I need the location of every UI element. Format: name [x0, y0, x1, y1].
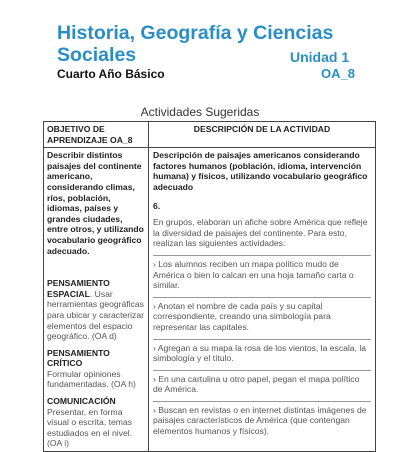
skill-title: PENSAMIENTO ESPACIAL [47, 278, 110, 299]
activity-step: › Los alumnos reciben un mapa político mudo de América o bien lo calcan en una hoja tamaño carta o similar. [153, 255, 371, 291]
skill-title: PENSAMIENTO CRÍTICO [47, 347, 110, 369]
unit-label: Unidad 1 [290, 49, 350, 65]
skill-critical [47, 348, 145, 390]
activity-step: › En una cartulina u otro papel, pegan el mapa político de América. [153, 370, 371, 395]
col-header-description: DESCRIPCIÓN DE LA ACTIVIDAD [149, 122, 376, 148]
col-header-objective: OBJETIVO DE APRENDIZAJE OA_8 [44, 122, 149, 148]
objective-text: Describir distintos paisajes del continente americano, considerando climas, ríos, población, idiomas, países y grandes ciudades, entre otros, y utilizando vocabulario geográfico adecuado. [47, 150, 144, 256]
grade-label: Cuarto Año Básico [57, 67, 165, 81]
objective-cell [44, 148, 149, 452]
description-title: Descripción de paisajes americanos considerando factores humanos (población, idioma, intervención humana) y físicos, utilizando vocabulario geográfico adecuado [153, 150, 368, 192]
activity-step: › Buscan en revistas o en internet distintas imágenes de paisajes característicos de América (que contengan elementos humanos y físicos). [153, 401, 371, 437]
oa-code: OA_8 [321, 66, 355, 81]
skill-title: COMUNICACIÓN [47, 396, 116, 407]
skill-text: Usar herramientas geográficas para ubicar y caracterizar elementos del espacio geográfico. (OA d) [47, 288, 144, 342]
activity-intro: En grupos, elaboran un afiche sobre América que refleje la diversidad de paisajes del continente. Para esto, realizan las siguientes actividades: [153, 217, 368, 249]
description-cell [149, 148, 376, 452]
subject-title: Historia, Geografía y Ciencias Sociales [57, 22, 334, 66]
table-row [44, 148, 376, 452]
activities-title: Actividades Sugeridas [140, 105, 260, 119]
activities-table [43, 121, 376, 452]
skill-text: Presentar, en forma visual o escrita, temas estudiados en el nivel. (OA i) [47, 406, 133, 449]
skill-spatial: PENSAMIENTO ESPACIAL. Usar herramientas geográficas para ubicar y caracterizar elementos del espacio geográfico. (OA d) [47, 278, 144, 342]
table-header-row [44, 122, 376, 148]
activity-number: 6. [153, 200, 161, 211]
skill-text: Formular opiniones fundamentadas. (OA h) [47, 368, 136, 390]
activity-step: › Agregan a su mapa la rosa de los vientos, la escala, la simbología y el título. [153, 339, 371, 364]
skill-communication [47, 396, 145, 449]
activity-step: › Anotan el nombre de cada país y su capital correspondiente, creando una simbología para representar las capitales. [153, 297, 371, 333]
